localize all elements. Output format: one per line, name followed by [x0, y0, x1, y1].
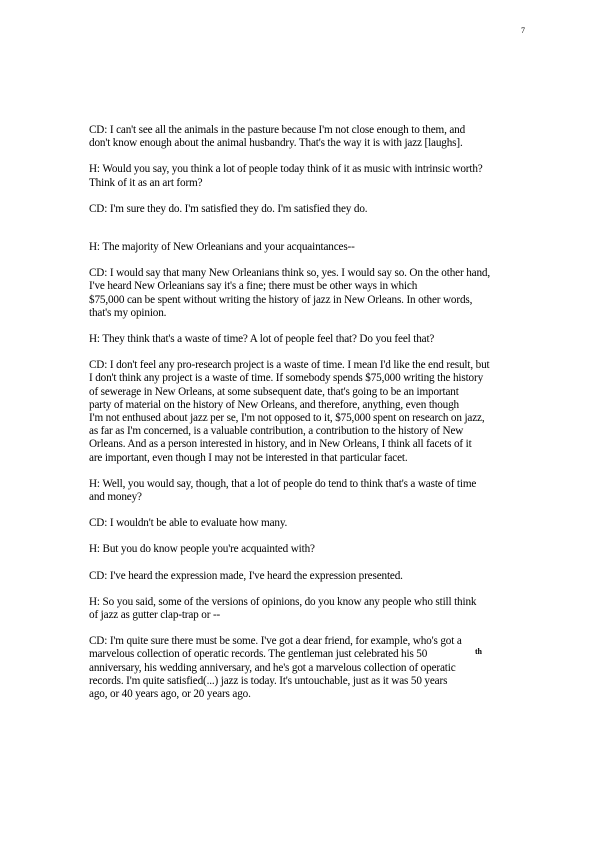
- text-line: anniversary, his wedding anniversary, and he's got a marvelous collection of operatic: [89, 661, 456, 674]
- text-line: marvelous collection of operatic records. The gentleman just celebrated his 50: [89, 648, 428, 661]
- text-line: H: So you said, some of the versions of opinions, do you know any people who still think: [89, 595, 477, 608]
- paragraph-cd-animals: [89, 124, 519, 150]
- text-line: CD: I've heard the expression made, I've heard the expression presented.: [89, 569, 403, 582]
- paragraph-h-intrinsic-worth: [89, 163, 519, 189]
- text-line: H: Would you say, you think a lot of people today think of it as music with intrinsic worth?: [89, 163, 483, 176]
- paragraph-cd-operatic-records: [89, 635, 519, 701]
- text-line: CD: I don't feel any pro-research project is a waste of time. I mean I'd like the end result, but: [89, 359, 490, 372]
- paragraph-h-acquainted: [89, 543, 519, 556]
- paragraph-h-majority: [89, 241, 519, 254]
- page-number: 7: [521, 26, 525, 35]
- text-line: H: Well, you would say, though, that a lot of people do tend to think that's a waste of time: [89, 477, 477, 490]
- text-line: Orleans. And as a person interested in history, and in New Orleans, I think all facets of it: [89, 438, 472, 451]
- text-line: I've heard New Orleanians say it's a fine; there must be other ways in which: [89, 280, 418, 293]
- text-line: as far as I'm concerned, is a valuable contribution, a contribution to the history of New: [89, 425, 464, 438]
- text-line: $75,000 can be spent without writing the history of jazz in New Orleans. In other words,: [89, 293, 473, 306]
- text-line: that's my opinion.: [89, 306, 167, 319]
- paragraph-cd-satisfied: [89, 203, 519, 216]
- text-line: Think of it as an art form?: [89, 176, 203, 189]
- text-line: CD: I'm quite sure there must be some. I've got a dear friend, for example, who's got a: [89, 635, 462, 648]
- text-line: CD: I wouldn't be able to evaluate how many.: [89, 517, 288, 530]
- text-line: and money?: [89, 491, 142, 504]
- text-line: H: But you do know people you're acquainted with?: [89, 543, 315, 556]
- text-line: I don't think any project is a waste of time. If somebody spends $75,000 writing the history: [89, 372, 484, 385]
- text-line: CD: I would say that many New Orleanians think so, yes. I would say so. On the other hand,: [89, 267, 490, 280]
- text-line: CD: I can't see all the animals in the pasture because I'm not close enough to them, and: [89, 124, 466, 136]
- text-line: H: They think that's a waste of time? A lot of people feel that? Do you feel that?: [89, 333, 435, 346]
- text-line: records. I'm quite satisfied(...) jazz is today. It's untouchable, just as it was 50 years: [89, 674, 448, 687]
- paragraph-cd-research-project: [89, 359, 519, 465]
- paragraph-h-waste-of-time: [89, 333, 519, 346]
- paragraph-cd-evaluate: [89, 517, 519, 530]
- superscript-th: th: [475, 647, 482, 657]
- text-line: are important, even though I may not be interested in that particular facet.: [89, 451, 408, 464]
- text-line: CD: I'm sure they do. I'm satisfied they do. I'm satisfied they do.: [89, 202, 368, 215]
- transcript-body: [89, 124, 519, 714]
- paragraph-cd-expression: [89, 570, 519, 583]
- text-line: ago, or 40 years ago, or 20 years ago.: [89, 688, 251, 701]
- text-line: of jazz as gutter clap-trap or --: [89, 609, 221, 622]
- text-line: of sewerage in New Orleans, at some subsequent date, that's going to be an important: [89, 385, 459, 398]
- paragraph-cd-many-new-orleanians: [89, 267, 519, 320]
- text-line: H: The majority of New Orleanians and your acquaintances--: [89, 241, 355, 254]
- text-line: party of material on the history of New Orleans, and therefore, anything, even though: [89, 398, 459, 411]
- text-line: don't know enough about the animal husbandry. That's the way it is with jazz [laughs].: [89, 137, 463, 150]
- text-line: I'm not enthused about jazz per se, I'm not opposed to it, $75,000 spent on research on jazz,: [89, 412, 485, 425]
- paragraph-h-gutter-clap-trap: [89, 596, 519, 622]
- paragraph-h-time-and-money: [89, 478, 519, 504]
